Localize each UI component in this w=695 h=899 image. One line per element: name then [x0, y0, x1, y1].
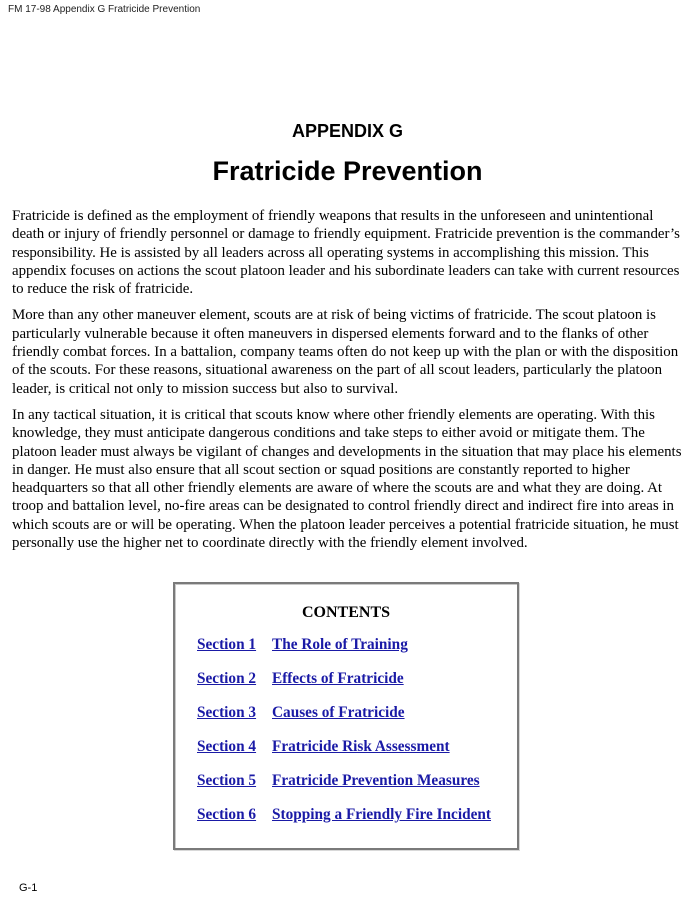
- toc-row-section-3: [197, 704, 405, 724]
- appendix-label: APPENDIX G: [291, 121, 404, 141]
- toc-row-section-1: [197, 636, 408, 656]
- contents-box: [173, 582, 519, 850]
- running-header: FM 17-98 Appendix G Fratricide Prevention: [8, 4, 201, 15]
- paragraph-risk: More than any other maneuver element, scouts are at risk of being victims of fratricide. The scout platoon is particularly vulnerable because it often maneuvers in dispersed elements forward and to the flanks of other friendly combat forces. In a battalion, company teams often do not keep up with the plan or with the disposition of the scouts. For these reasons, situational awareness on the part of all scout leaders, particularly the platoon leader, is critical not only to mission success but also to survival.: [12, 307, 679, 397]
- contents-title: CONTENTS: [301, 604, 391, 621]
- toc-row-section-6: [197, 806, 491, 826]
- toc-row-section-5: [197, 772, 480, 792]
- paragraph-definition: Fratricide is defined as the employment of friendly weapons that results in the unforeseen and unintentional death or injury of friendly personnel or damage to friendly equipment. Fratricide prevention is the commander’s responsibility. He is assisted by all leaders across all operating systems in accomplishing this mission. This appendix focuses on actions the scout platoon leader and his subordinate leaders can take with current resources to reduce the risk of fratricide.: [12, 208, 680, 298]
- toc-link-section-6[interactable]: Section 6: [197, 806, 257, 823]
- toc-link-prevention-measures[interactable]: Fratricide Prevention Measures: [272, 772, 480, 789]
- page-title: Fratricide Prevention: [212, 156, 483, 186]
- page-number: G-1: [19, 882, 38, 894]
- toc-link-effects-of-fratricide[interactable]: Effects of Fratricide: [272, 670, 404, 687]
- toc-link-risk-assessment[interactable]: Fratricide Risk Assessment: [272, 738, 450, 755]
- toc-link-section-2[interactable]: Section 2: [197, 670, 257, 687]
- paragraph-tactical-situation: In any tactical situation, it is critical that scouts know where other friendly elements are operating. With this knowledge, they must anticipate dangerous conditions and take steps to either avoid or mitigate them. The platoon leader must always be vigilant of changes and developments in the situation that may place his elements in danger. He must also ensure that all scout section or squad positions are constantly reported to higher headquarters so that all other friendly elements are aware of where the scouts are and what they are doing. At troop and battalion level, no-fire areas can be designated to control friendly direct and indirect fire into areas in which scouts are or will be operating. When the platoon leader perceives a potential fratricide situation, he must personally use the higher net to coordinate directly with the friendly element involved.: [12, 406, 682, 552]
- toc-link-section-1[interactable]: Section 1: [197, 636, 257, 653]
- toc-link-section-5[interactable]: Section 5: [197, 772, 257, 789]
- toc-row-section-4: [197, 738, 450, 758]
- toc-link-section-4[interactable]: Section 4: [197, 738, 257, 755]
- body-text: [12, 207, 688, 560]
- toc-link-causes-of-fratricide[interactable]: Causes of Fratricide: [272, 704, 405, 721]
- toc-link-section-3[interactable]: Section 3: [197, 704, 257, 721]
- toc-link-stopping-friendly-fire[interactable]: Stopping a Friendly Fire Incident: [272, 806, 491, 823]
- toc-link-role-of-training[interactable]: The Role of Training: [272, 636, 408, 653]
- toc-row-section-2: [197, 670, 404, 690]
